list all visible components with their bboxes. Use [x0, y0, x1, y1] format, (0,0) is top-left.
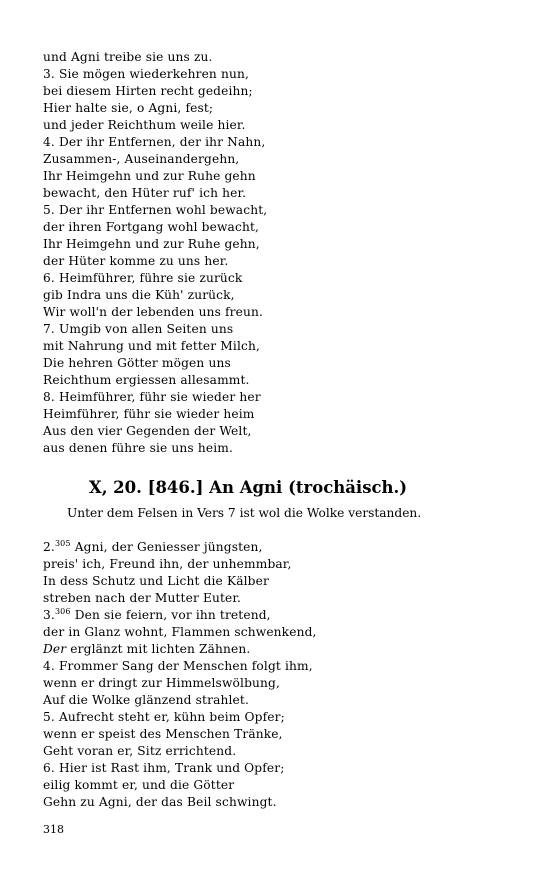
verse-line: mit Nahrung und mit fetter Milch,: [43, 339, 261, 353]
footnote-ref[interactable]: 305: [54, 539, 71, 548]
verse-line: Gehn zu Agni, der das Beil schwingt.: [43, 795, 277, 809]
verse-line: eilig kommt er, und die Götter: [43, 778, 235, 792]
verse-block-hymn-x-20: [43, 539, 513, 811]
verse-line: 4. Frommer Sang der Menschen folgt ihm,: [43, 659, 313, 673]
verse-line: wenn er dringt zur Himmelswölbung,: [43, 676, 280, 690]
page-number: 318: [43, 823, 64, 836]
verse-line: 7. Umgib von allen Seiten uns: [43, 322, 234, 336]
verse-line: [43, 539, 513, 556]
verse-line: Zusammen-, Auseinandergehn,: [43, 152, 240, 166]
verse-line: Wir woll'n der lebenden uns freun.: [43, 305, 264, 319]
verse-line: 5. Aufrecht steht er, kühn beim Opfer;: [43, 710, 285, 724]
verse-line: Reichthum ergiessen allesammt.: [43, 373, 250, 387]
verse-line: wenn er speist des Menschen Tränke,: [43, 727, 283, 741]
emphasized-word: Der: [43, 642, 67, 656]
verse-text: erglänzt mit lichten Zähnen.: [66, 642, 251, 656]
verse-line: der in Glanz wohnt, Flammen schwenkend,: [43, 625, 317, 639]
verse-line: In dess Schutz und Licht die Kälber: [43, 574, 269, 588]
verse-line: bei diesem Hirten recht gedeihn;: [43, 84, 253, 98]
verse-line: 4. Der ihr Entfernen, der ihr Nahn,: [43, 135, 266, 149]
verse-line: preis' ich, Freund ihn, der unhemmbar,: [43, 557, 292, 571]
verse-line: der ihren Fortgang wohl bewacht,: [43, 220, 260, 234]
verse-line: Ihr Heimgehn und zur Ruhe gehn: [43, 169, 256, 183]
hymn-note: Unter dem Felsen in Vers 7 ist wol die Wolke verstanden.: [67, 506, 422, 520]
verse-line: aus denen führe sie uns heim.: [43, 441, 233, 455]
verse-line: streben nach der Mutter Euter.: [43, 591, 242, 605]
verse-line: Aus den vier Gegenden der Welt,: [43, 424, 252, 438]
verse-line: 6. Hier ist Rast ihm, Trank und Opfer;: [43, 761, 285, 775]
verse-line: und Agni treibe sie uns zu.: [43, 50, 213, 64]
verse-line: [43, 641, 513, 658]
verse-line: 8. Heimführer, führ sie wieder her: [43, 390, 261, 404]
verse-line: 5. Der ihr Entfernen wohl bewacht,: [43, 203, 268, 217]
verse-line: Die hehren Götter mögen uns: [43, 356, 231, 370]
verse-text: Den sie feiern, vor ihn tretend,: [70, 608, 271, 622]
verse-line: Hier halte sie, o Agni, fest;: [43, 101, 214, 115]
verse-line: Ihr Heimgehn und zur Ruhe gehn,: [43, 237, 260, 251]
verse-line: Auf die Wolke glänzend strahlet.: [43, 693, 249, 707]
verse-line: Geht voran er, Sitz errichtend.: [43, 744, 237, 758]
verse-text: Agni, der Geniesser jüngsten,: [70, 540, 263, 554]
verse-number: 3.: [43, 608, 55, 622]
footnote-ref[interactable]: 306: [54, 607, 71, 616]
verse-line: Heimführer, führ sie wieder heim: [43, 407, 255, 421]
hymn-heading: X, 20. [846.] An Agni (trochäisch.): [88, 478, 408, 497]
verse-number: 2.: [43, 540, 55, 554]
verse-line: 3. Sie mögen wiederkehren nun,: [43, 67, 249, 81]
verse-line: bewacht, den Hüter ruf' ich her.: [43, 186, 247, 200]
verse-line: der Hüter komme zu uns her.: [43, 254, 229, 268]
verse-block-previous-hymn: [43, 49, 513, 457]
verse-line: gib Indra uns die Küh' zurück,: [43, 288, 235, 302]
verse-line: [43, 607, 513, 624]
verse-line: 6. Heimführer, führe sie zurück: [43, 271, 243, 285]
verse-line: und jeder Reichthum weile hier.: [43, 118, 246, 132]
